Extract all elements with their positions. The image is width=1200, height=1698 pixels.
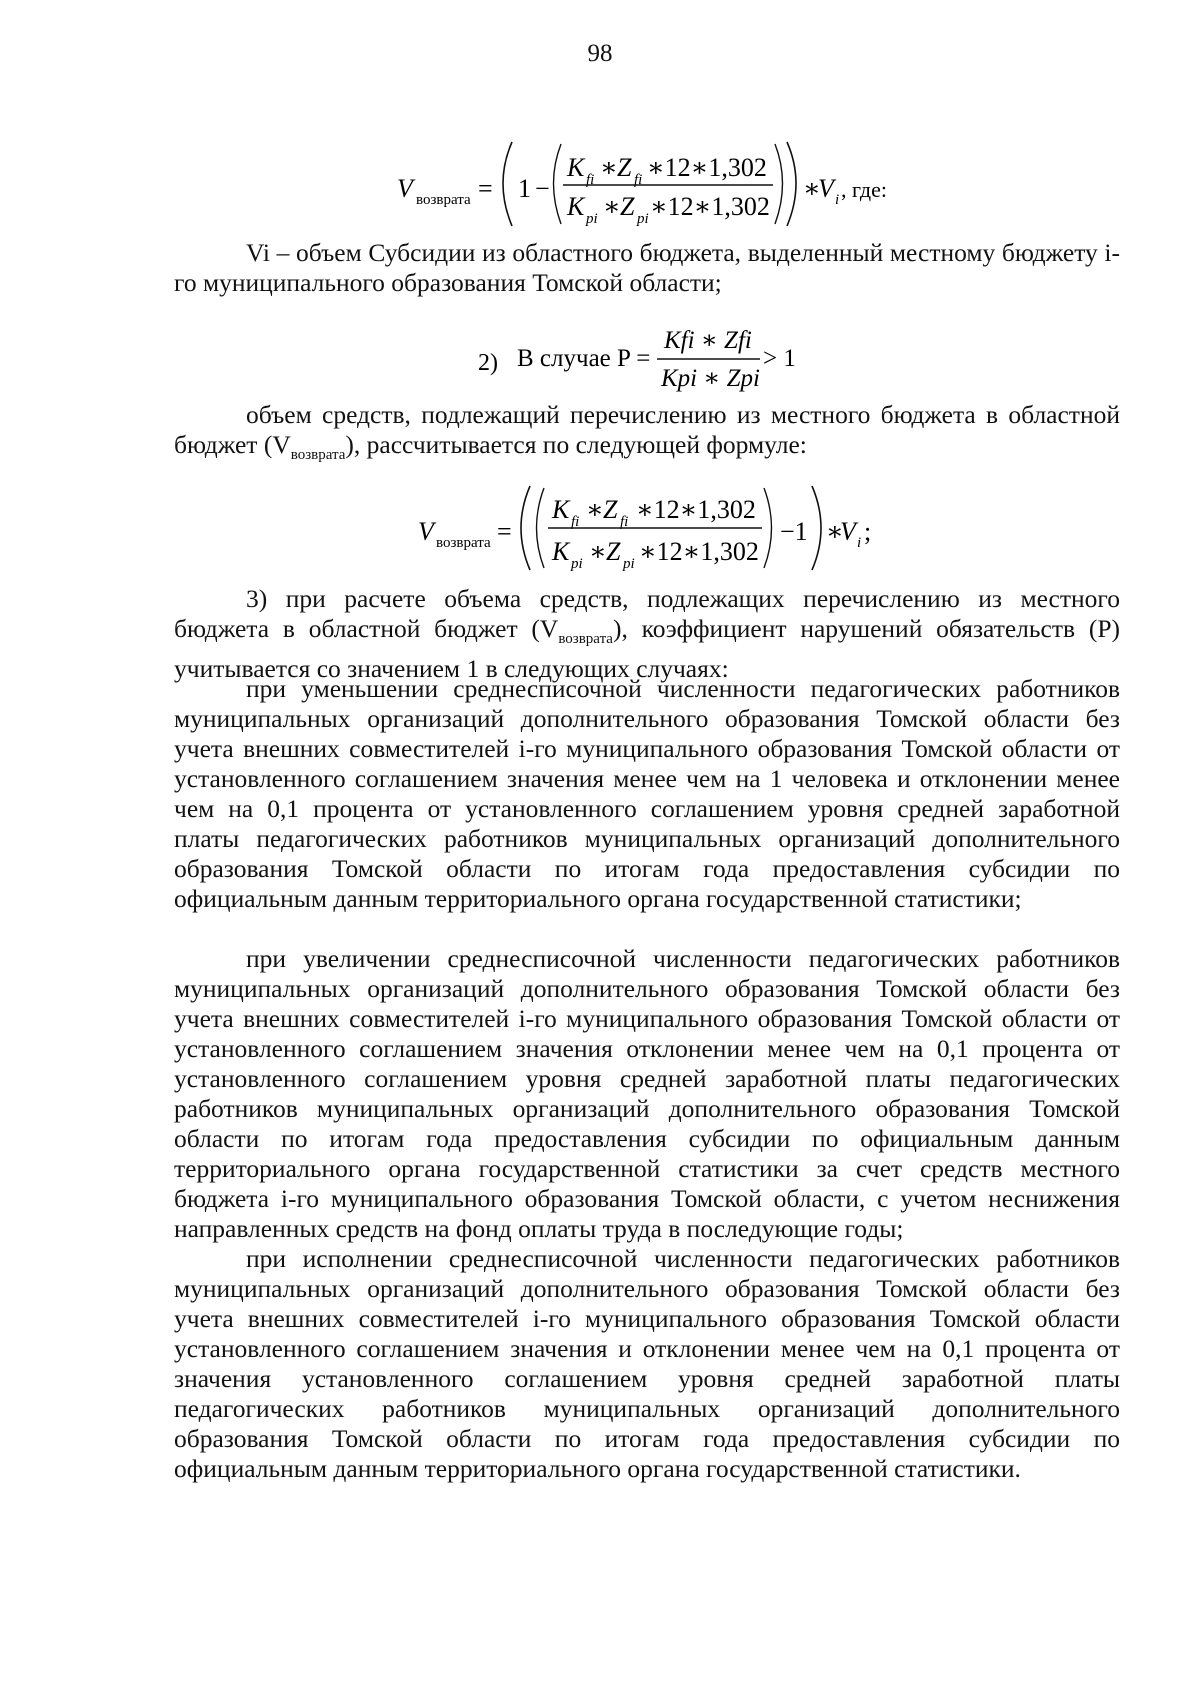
f1-den-op: ∗ [603, 192, 621, 221]
f1-den-z-sub: pi [637, 211, 649, 227]
f1-num-k-sub: fi [586, 172, 595, 188]
f2-num-rest: ∗12∗1,302 [636, 495, 756, 524]
f2-den-k: K [552, 537, 570, 566]
f1-paren-left-inner [554, 144, 562, 224]
f1-lhs-sub: возврата [416, 192, 471, 208]
f2-den-z: Z [606, 537, 621, 566]
f1-minus: − [535, 174, 550, 203]
f2-num-op: ∗ [586, 495, 604, 524]
para-return-volume-text2: ), рассчитывается по следующей формуле: [345, 430, 807, 459]
f2-lhs-sub: возврата [436, 535, 491, 551]
f1-den-rest: ∗12∗1,302 [650, 192, 770, 221]
cond2-num: Kfi ∗ Zfi [664, 327, 752, 354]
f1-v: V [818, 174, 834, 203]
f1-lhs-var: V [397, 174, 413, 203]
f1-equals: = [478, 174, 493, 203]
f2-den-z-sub: pi [623, 556, 635, 572]
para-vi-definition: Vi – объем Субсидии из областного бюджета, выделенный местному бюджету i-го муниципального образования Томской области; [174, 238, 1120, 297]
cond2-rhs: > 1 [763, 345, 796, 372]
para-return-volume-text1: объем средств, подлежащий перечислению из местного бюджета в областной бюджет (V [174, 400, 1120, 459]
f2-lhs-var: V [418, 517, 434, 546]
f2-paren-left-inner [537, 488, 545, 568]
cond2-den: Kpi ∗ Zpi [661, 365, 760, 392]
f2-den-op: ∗ [589, 537, 607, 566]
f2-tail: ; [864, 517, 872, 546]
f2-times: ∗ [826, 517, 844, 546]
cond2-text: В случае P = [517, 345, 651, 372]
f1-paren-right-outer [787, 142, 796, 226]
f2-paren-right-outer [812, 486, 821, 570]
para-return-volume-sub: возврата [290, 447, 346, 464]
f2-num-z: Z [603, 495, 618, 524]
f2-num-k: K [552, 495, 570, 524]
f2-v-sub: i [857, 535, 862, 551]
f2-den-rest: ∗12∗1,302 [639, 537, 759, 566]
f1-den-k: K [567, 192, 585, 221]
page-number: 98 [587, 40, 613, 67]
f1-one: 1 [518, 174, 531, 203]
f1-num-z: Z [617, 153, 632, 182]
f1-paren-right-inner [775, 144, 783, 224]
para-3-conditions [174, 584, 1120, 684]
f2-minus-one: −1 [780, 517, 808, 546]
f2-den-k-sub: pi [571, 556, 583, 572]
f1-num-rest: ∗12∗1,302 [647, 153, 767, 182]
f1-num-k: K [567, 153, 585, 182]
f2-num-z-sub: fi [620, 514, 629, 530]
para-decrease-case: при уменьшении среднесписочной численности педагогических работников муниципальных организаций дополнительного образования Томской области без учета внешних совместителей i-го муниципального образования Томской области от установленного соглашением значения менее чем на 1 человека и отклонении менее чем на 0,1 процента от установленного соглашением уровня средней заработной платы педагогических работников муниципальных организаций дополнительного образования Томской области по итогам года предоставления субсидии по официальным данным территориального органа государственной статистики; [174, 674, 1120, 913]
f1-den-z: Z [620, 192, 635, 221]
f2-v: V [840, 517, 856, 546]
f1-den-k-sub: pi [586, 211, 598, 227]
f1-times: ∗ [803, 174, 821, 203]
para-3-text2: ), коэффициент нарушений обязательств (P) учитывается со значением 1 в следующих случаях: [174, 614, 1120, 684]
f1-tail: , где: [841, 177, 887, 202]
para-3-text1: 3) при расчете объема средств, подлежащих перечислению из местного бюджета в областной бюджет (V [174, 584, 1120, 643]
para-increase-case: при увеличении среднесписочной численности педагогических работников муниципальных организаций дополнительного образования Томской области без учета внешних совместителей i-го муниципального образования Томской области от установленного соглашением значения отклонении менее чем на 0,1 процента от установленного соглашением уровня средней заработной платы педагогических работников муниципальных организаций дополнительного образования Томской области по итогам года предоставления субсидии по официальным данным территориального органа государственной статистики за счет средств местного бюджета i-го муниципального образования Томской области, с учетом неснижения направленных средств на фонд оплаты труда в последующие годы; [174, 944, 1120, 1243]
para-return-volume [174, 400, 1120, 470]
f2-equals: = [497, 517, 512, 546]
f1-num-z-sub: fi [634, 172, 643, 188]
f2-paren-left-outer [521, 486, 530, 570]
para-3-sub: возврата [558, 631, 613, 648]
f2-num-k-sub: fi [571, 514, 580, 530]
f1-paren-left-outer [503, 142, 512, 226]
f1-v-sub: i [835, 192, 840, 208]
para-fulfil-case: при исполнении среднесписочной численности педагогических работников муниципальных организаций дополнительного образования Томской области без учета внешних совместителей i-го муниципального образования Томской области установленного соглашением значения и отклонении менее чем на 0,1 процента от значения установленного соглашением уровня средней заработной платы педагогических работников муниципальных организаций дополнительного образования Томской области по итогам года предоставления субсидии по официальным данным территориального органа государственной статистики. [174, 1244, 1120, 1483]
f2-paren-right-inner [764, 488, 772, 568]
f1-num-op: ∗ [600, 153, 618, 182]
cond2-number: 2) [478, 350, 498, 376]
